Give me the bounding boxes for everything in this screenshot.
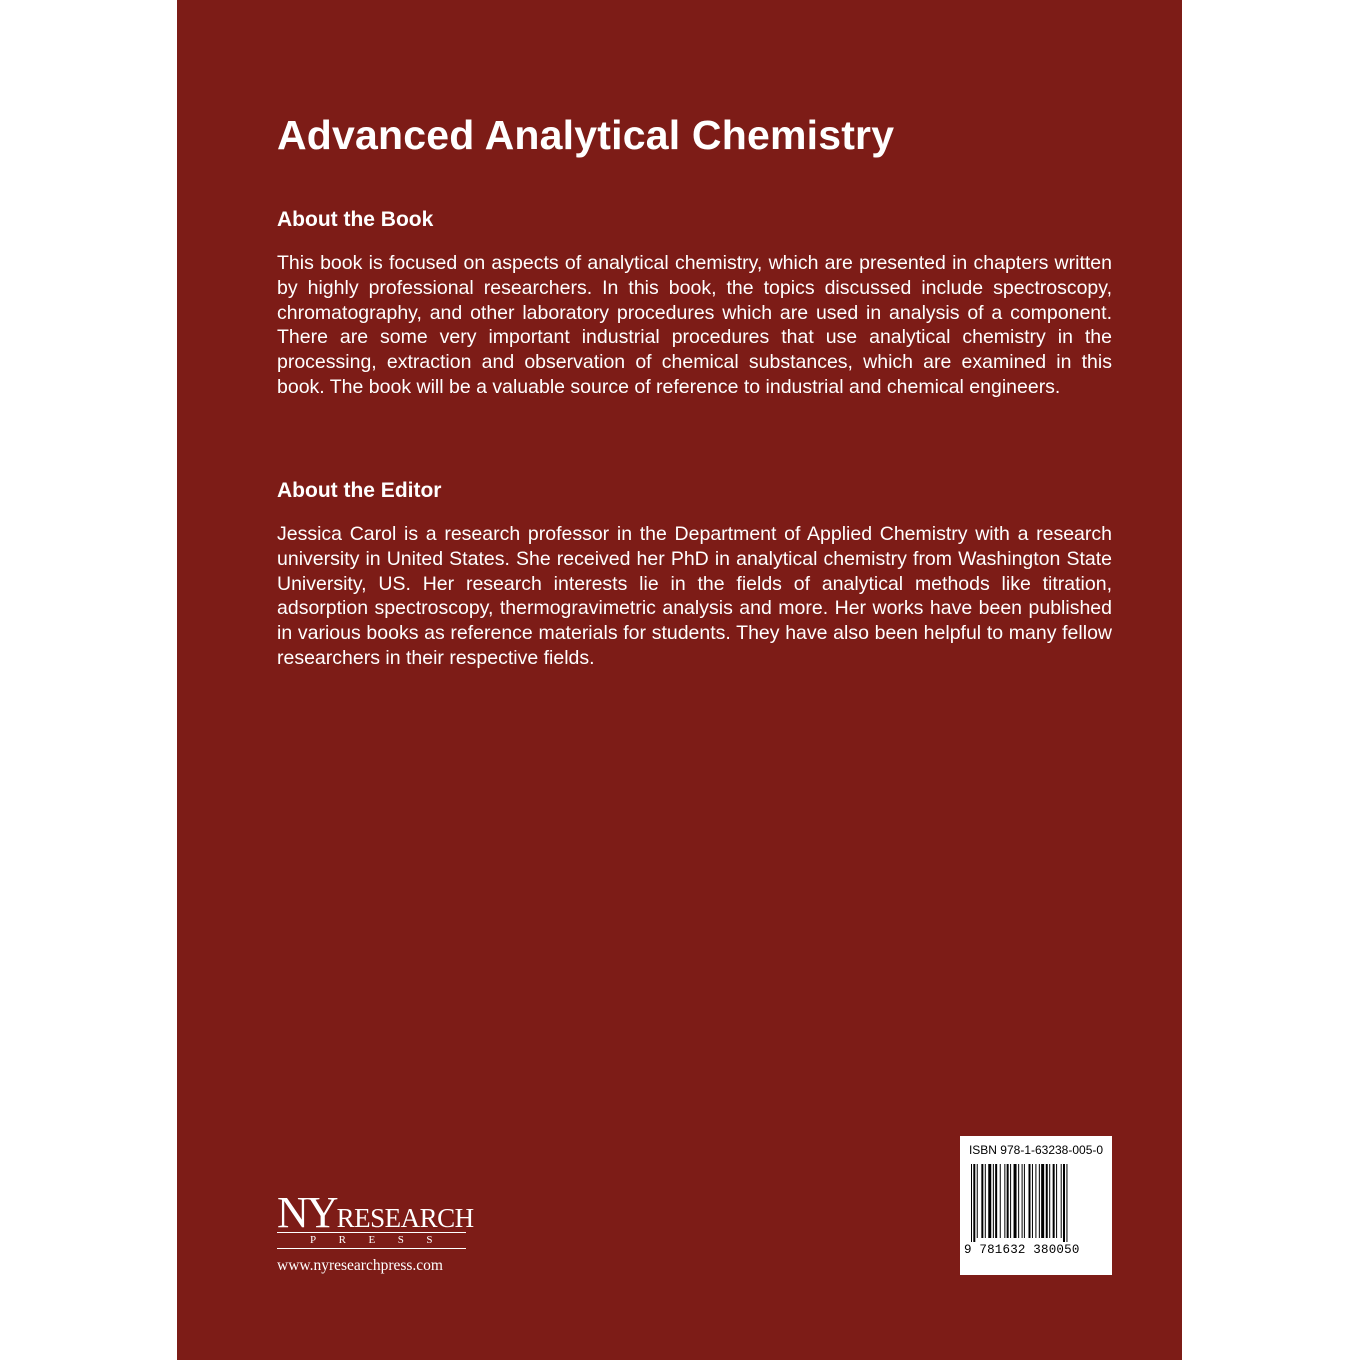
back-cover — [177, 0, 1182, 1360]
barcode-bar — [1046, 1164, 1048, 1238]
barcode-bar — [1056, 1164, 1057, 1238]
publisher-logo-ny: NY — [277, 1188, 337, 1237]
book-title: Advanced Analytical Chemistry — [277, 112, 895, 158]
barcode-bar — [1022, 1164, 1023, 1238]
logo-rule-bottom — [277, 1248, 466, 1249]
barcode-bar — [993, 1164, 994, 1238]
publisher-logo-press: PRESS — [310, 1234, 455, 1246]
barcode — [971, 1164, 1101, 1242]
barcode-bar — [977, 1164, 978, 1238]
barcode-bar — [995, 1164, 997, 1238]
isbn-barcode-box — [960, 1136, 1112, 1275]
barcode-bar — [1066, 1164, 1067, 1242]
barcode-bar — [1035, 1164, 1036, 1238]
barcode-bar — [1061, 1164, 1062, 1238]
barcode-bar — [973, 1164, 975, 1242]
about-book-text: This book is focused on aspects of analytical chemistry, which are presented in chapters written by highly professional researchers. In this book, the topics discussed include spectroscopy, chromatography, and other laboratory procedures which are used in analysis of a component. There are some very important industrial procedures that use analytical chemistry in the processing, extraction and observation of chemical substances, which are examined in this book. The book will be a valuable source of reference to industrial and chemical engineers. — [277, 252, 1112, 398]
barcode-bar — [1039, 1164, 1040, 1238]
barcode-bar — [971, 1164, 972, 1242]
barcode-bar — [1004, 1164, 1005, 1238]
about-editor-heading: About the Editor — [277, 479, 442, 502]
isbn-label: ISBN 978-1-63238-005-0 — [968, 1143, 1104, 1157]
barcode-bar — [1014, 1164, 1017, 1238]
publisher-logo — [277, 1188, 474, 1281]
publisher-website: www.nyresearchpress.com — [277, 1257, 443, 1274]
barcode-bar — [1032, 1164, 1033, 1238]
barcode-bar — [1049, 1164, 1050, 1238]
barcode-bar — [1063, 1164, 1065, 1242]
barcode-bar — [1007, 1164, 1009, 1238]
about-editor-text: Jessica Carol is a research professor in the Department of Applied Chemistry with a research university in United States. She received her PhD in analytical chemistry from Washington State University, US. Her research interests lie in the fields of analytical methods like titration, adsorption spectroscopy, thermogravimetric analysis and more. Her works have been published in various books as reference materials for students. They have also been helpful to many fellow researchers in their respective fields. — [277, 523, 1112, 669]
publisher-logo-research: RESEARCH — [336, 1203, 474, 1233]
about-book-heading: About the Book — [277, 208, 434, 231]
barcode-digits: 9 781632 380050 — [964, 1243, 1080, 1257]
barcode-bar — [1024, 1164, 1025, 1238]
barcode-bar — [981, 1164, 983, 1238]
barcode-bar — [985, 1164, 986, 1238]
publisher-logo-wordmark — [277, 1188, 474, 1237]
barcode-bar — [988, 1164, 991, 1238]
barcode-bar — [1041, 1164, 1044, 1238]
barcode-bar — [1010, 1164, 1011, 1238]
barcode-bar — [1029, 1164, 1031, 1238]
barcode-bar — [1000, 1164, 1001, 1238]
barcode-bar — [1053, 1164, 1055, 1238]
barcode-bar — [1018, 1164, 1019, 1238]
